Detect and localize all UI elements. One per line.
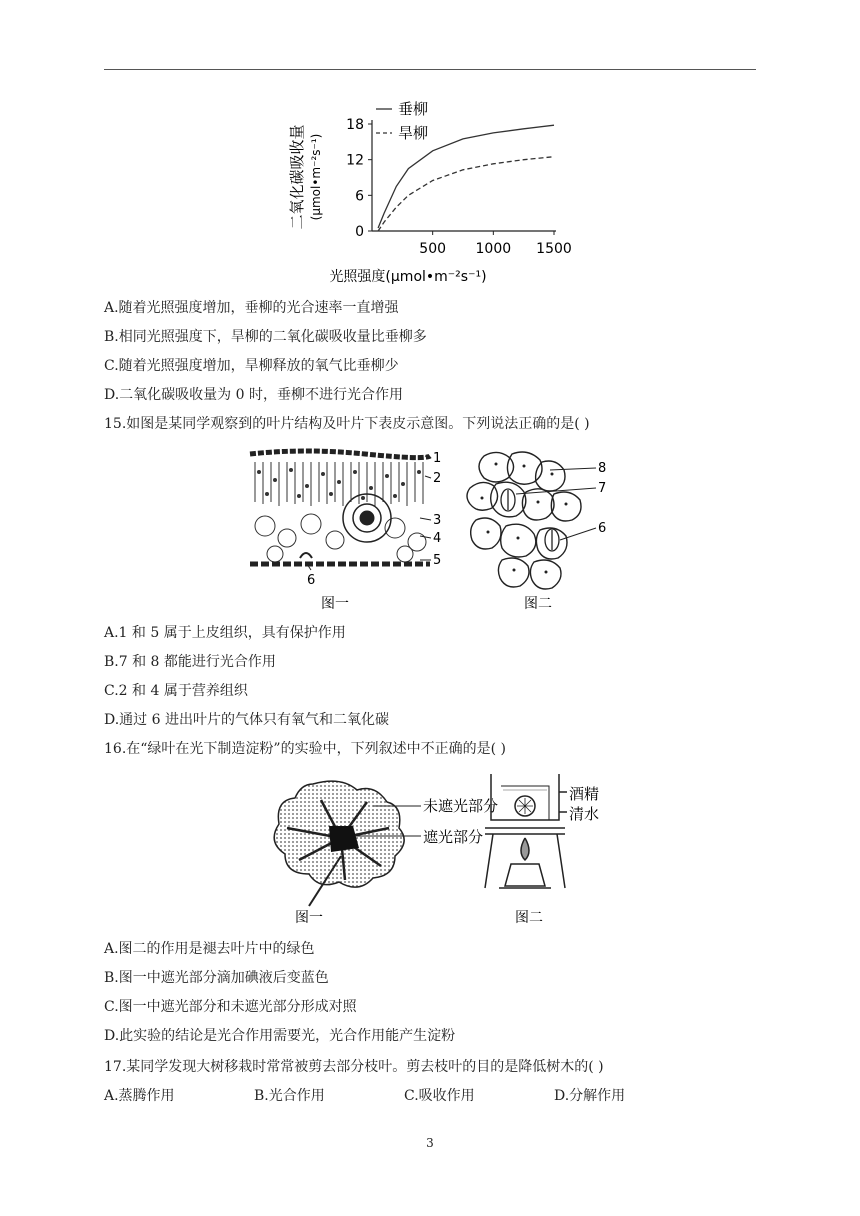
fig1-label-4: 4 — [433, 531, 442, 546]
q14-option-c: C.随着光照强度增加，旱柳释放的氧气比垂柳少 — [104, 358, 399, 374]
label-unshaded: 未遮光部分 — [423, 797, 499, 815]
q16-stem: 16.在“绿叶在光下制造淀粉”的实验中，下列叙述中不正确的是( ) — [104, 741, 506, 757]
q17-option-a: A.蒸腾作用 — [104, 1088, 175, 1104]
y-tick-label: 0 — [355, 224, 364, 240]
x-tick-label: 1500 — [536, 241, 572, 257]
q17-option-d: D.分解作用 — [554, 1088, 626, 1104]
q16-option-c: C.图一中遮光部分和未遮光部分形成对照 — [104, 999, 357, 1015]
q15-option-c: C.2 和 4 属于营养组织 — [104, 683, 248, 699]
q14-option-d: D.二氧化碳吸收量为 0 时，垂柳不进行光合作用 — [104, 387, 403, 403]
y-tick-label: 6 — [355, 188, 364, 205]
page-number: 3 — [426, 1136, 434, 1150]
q15-option-b: B.7 和 8 都能进行光合作用 — [104, 654, 276, 670]
fig2-label-6: 6 — [598, 521, 607, 536]
label-shaded: 遮光部分 — [423, 828, 484, 846]
fig1-caption: 图一 — [321, 596, 349, 612]
fig2-label-7: 7 — [598, 481, 607, 496]
y-axis-label: 二氧化碳吸收量 — [288, 124, 306, 230]
fig2-caption: 图二 — [524, 596, 552, 612]
x-tick-label: 1000 — [475, 241, 512, 257]
fig1-label-2: 2 — [433, 471, 442, 486]
stoma — [501, 489, 559, 551]
fig1-label-1: 1 — [433, 451, 442, 466]
upper-epidermis — [250, 451, 430, 458]
y-tick-label: 18 — [346, 117, 364, 133]
q16-option-a: A.图二的作用是褪去叶片中的绿色 — [104, 941, 315, 957]
q15-option-d: D.通过 6 进出叶片的气体只有氧气和二氧化碳 — [104, 712, 389, 728]
epidermal-cells — [467, 452, 581, 589]
q17-stem: 17.某同学发现大树移栽时常常被剪去部分枝叶。剪去枝叶的目的是降低树木的( ) — [104, 1059, 604, 1075]
q14-option-b: B.相同光照强度下，旱柳的二氧化碳吸收量比垂柳多 — [104, 329, 427, 345]
q15-option-a: A.1 和 5 属于上皮组织，具有保护作用 — [104, 625, 346, 641]
apparatus — [485, 774, 567, 888]
q16-option-d: D.此实验的结论是光合作用需要光，光合作用能产生淀粉 — [104, 1028, 456, 1044]
shaded-leaf-figure — [255, 776, 499, 932]
x-axis-label: 光照强度(μmol•m⁻²s⁻¹) — [329, 269, 487, 285]
water-bath-apparatus-figure — [485, 768, 625, 932]
lower-epidermis-figure — [462, 444, 632, 616]
label-water: 清水 — [569, 805, 600, 823]
fig1-label-5: 5 — [433, 553, 442, 568]
y-tick-label: 12 — [346, 152, 364, 169]
series-line-2 — [378, 157, 554, 231]
q17-option-c: C.吸收作用 — [404, 1088, 475, 1104]
q17-option-b: B.光合作用 — [254, 1088, 325, 1104]
fig2-label-8: 8 — [598, 461, 607, 476]
x-tick-label: 500 — [419, 241, 447, 257]
legend-label-2: 旱柳 — [398, 124, 429, 142]
leaf-cross-section-figure — [245, 446, 455, 616]
header-rule — [104, 69, 756, 70]
fig2-caption-q16: 图二 — [515, 910, 543, 926]
q15-stem: 15.如图是某同学观察到的叶片结构及叶片下表皮示意图。下列说法正确的是( ) — [104, 416, 590, 432]
fig1-label-6: 6 — [307, 573, 316, 588]
legend-label-1: 垂柳 — [398, 100, 429, 118]
fig1-label-3: 3 — [433, 513, 442, 528]
spongy-layer — [255, 514, 426, 562]
q16-option-b: B.图一中遮光部分滴加碘液后变蓝色 — [104, 970, 329, 986]
label-alcohol: 酒精 — [569, 785, 600, 803]
co2-absorption-chart — [280, 100, 610, 295]
q14-option-a: A.随着光照强度增加，垂柳的光合速率一直增强 — [104, 300, 399, 316]
y-axis-unit: (μmol•m⁻²s⁻¹) — [309, 133, 323, 221]
fig1-caption-q16: 图一 — [295, 910, 323, 926]
